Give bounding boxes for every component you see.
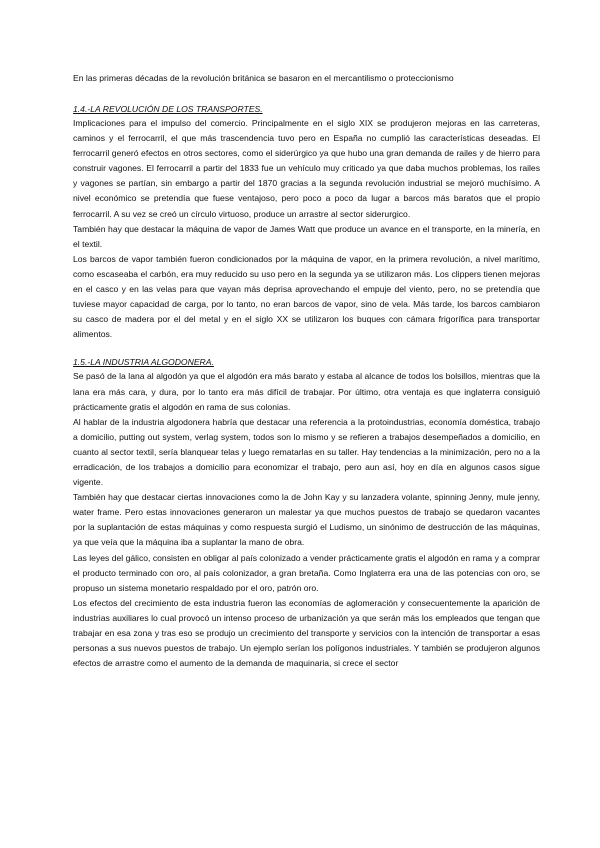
paragraph: Las leyes del gálico, consisten en obligar al país colonizado a vender prácticamente gratis el algodón en rama y a comprar el producto terminado con oro, al país colonizador, a gran bretaña. Como Inglaterra era una de las potencias con oro, se propuso un sistema monetario respaldado por el oro, patrón oro. <box>73 552 540 593</box>
section-spacer <box>73 342 540 356</box>
paragraph: Los efectos del crecimiento de esta industria fueron las economías de aglomeración y consecuentemente la aparición de industrias auxiliares lo cual provocó un intenso proceso de urbanización ya que serán más los empleados que tengan que trabajar en esa zona y tras eso se produjo un crecimiento del transporte y servicios con la intención de transportar a esas personas a sus nuevos puestos de trabajo. Un ejemplo serían los polígonos industriales. Y también se produjeron algunos efectos de arrastre como el aumento de la demanda de maquinaria, si crece el sector <box>73 597 540 669</box>
section-heading: 1.5.-LA INDUSTRIA ALGODONERA. <box>73 357 214 368</box>
section-transportes <box>73 103 540 342</box>
intro-line: En las primeras décadas de la revolución británica se basaron en el mercantilismo o proteccionismo <box>73 73 454 83</box>
section-heading: 1.4.-LA REVOLUCIÓN DE LOS TRANSPORTES. <box>73 104 263 114</box>
paragraph: Implicaciones para el impulso del comercio. Principalmente en el siglo XIX se produjeron mejoras en las carreteras, caminos y el ferrocarril, el que más trascendencia tuvo pero en España no cumplió las características deseadas. El ferrocarril generó efectos en otros sectores, como el siderúrgico ya que hubo una gran demanda de railes y de hierro para construir vagones. El ferrocarril a partir del 1833 fue un vehículo muy criticado ya que daba muchos problemas, los railes y vagones se partían, sin embargo a partir del 1870 gracias a la segunda revolución industrial se mejoró muchísimo. A nivel económico se pretendía que fuese ventajoso, pero poco a poco da lugar a barcos más baratos que el propio ferrocarril. A su vez se creó un círculo virtuoso, produce un arrastre al sector siderurgico. <box>73 118 540 219</box>
section-algodonera <box>73 356 540 671</box>
paragraph: Se pasó de la lana al algodón ya que el algodón era más barato y estaba al alcance de todos los bolsillos, mientras que la lana era más cara, y dura, por lo tanto era más difícil de trabajar. Por último, otra ventaja es que inglaterra consiguió prácticamente gratis el algodón en rama de sus colonias. <box>73 371 540 412</box>
paragraph: Los barcos de vapor también fueron condicionados por la máquina de vapor, en la primera revolución, a nivel marítimo, como escaseaba el carbón, era muy reducido su uso pero en la segunda ya se utilizaron más. Los clippers tienen mejoras en el casco y en las velas para que vayan más deprisa aprovechando el empuje del viento, pero, no se pretendía que tuviese mayor capacidad de carga, por lo tanto, no eran barcos de vapor, sino de vela. Más tarde, los barcos cambiaron su casco de madera por el del metal y en el siglo XX se utilizaron los buques con cámara frigorífica para transportar alimentos. <box>73 253 540 340</box>
paragraph: También hay que destacar la máquina de vapor de James Watt que produce un avance en el transporte, en la minería, en el textil. <box>73 223 540 249</box>
paragraph: Al hablar de la industria algodonera habría que destacar una referencia a la protoindustrias, economía doméstica, trabajo a domicilio, putting out system, verlag system, todos son lo mismo y se refieren a trabajos desempeñados a domicilio, en cuanto al sector textil, sería blanquear telas y luego rematarlas en su taller. Hay tendencias a la minimización, pero no a la erradicación, de los trabajos a domicilio para economizar el trabajo, pero aun así, hoy en día en algunos casos sigue vigente. <box>73 416 540 488</box>
paragraph: También hay que destacar ciertas innovaciones como la de John Kay y su lanzadera volante, spinning Jenny, mule jenny, water frame. Pero estas innovaciones generaron un malestar ya que muchos puestos de trabajo se quedaron vacantes por la suplantación de estas máquinas y como respuesta surgió el Ludismo, un sinónimo de destrucción de las máquinas, ya que veía que la máquina iba a suplantar la mano de obra. <box>73 492 540 548</box>
